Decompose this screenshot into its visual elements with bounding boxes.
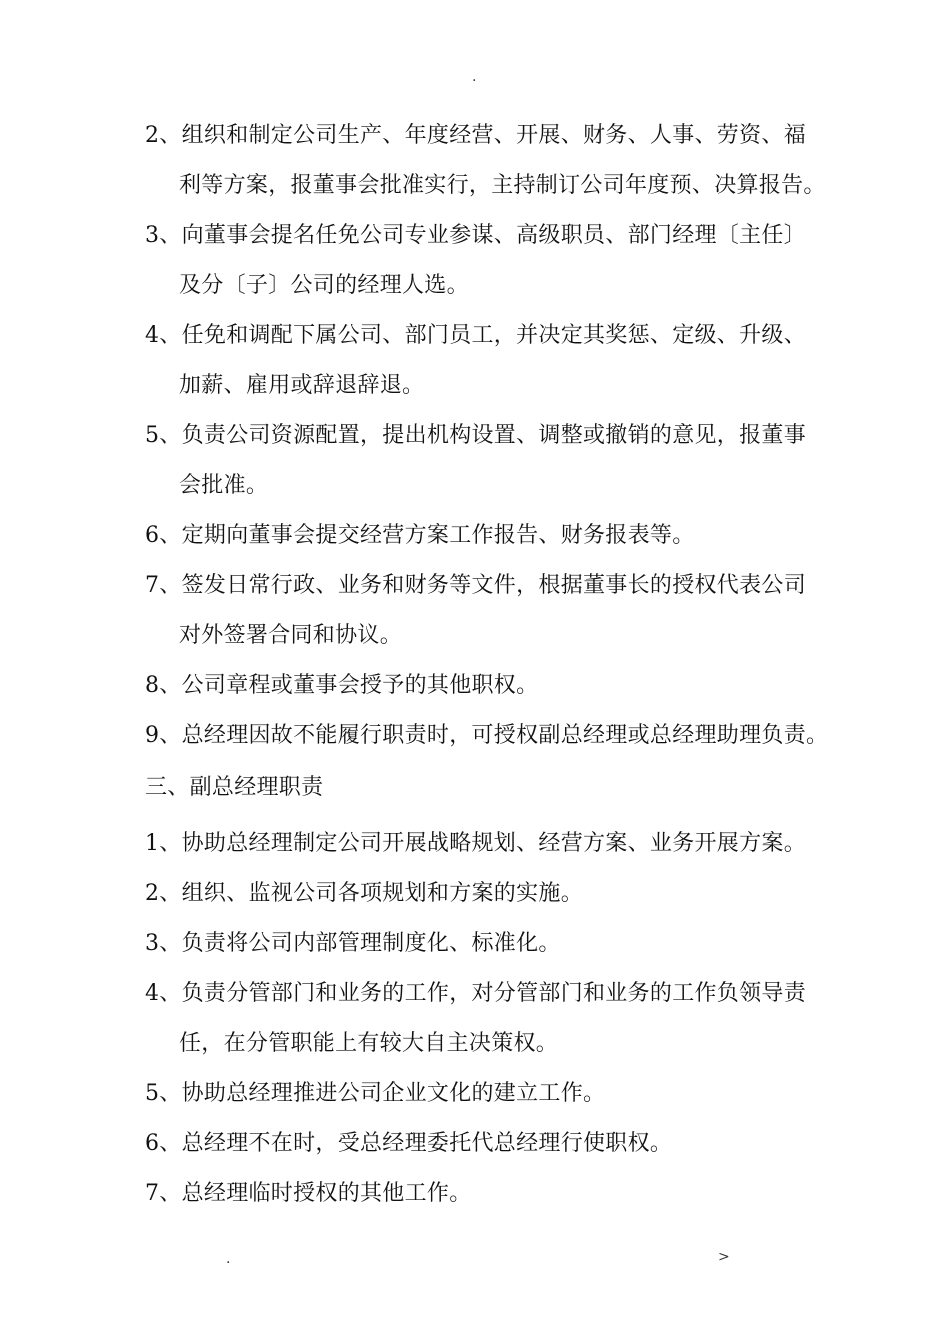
list-item-s3-2: 2、组织、监视公司各项规划和方案的实施。: [145, 881, 583, 906]
list-item-3: 3、向董事会提名任免公司专业参谋、高级职员、部门经理〔主任〕: [145, 223, 806, 248]
list-item-s3-3: 3、负责将公司内部管理制度化、标准化。: [145, 931, 561, 956]
list-item-4: 4、任免和调配下属公司、部门员工，并决定其奖惩、定级、升级、: [145, 323, 806, 348]
list-item-2-cont: 利等方案，报董事会批准实行，主持制订公司年度预、决算报告。: [179, 173, 826, 198]
list-item-8: 8、公司章程或董事会授予的其他职权。: [145, 673, 539, 698]
list-item-s3-6: 6、总经理不在时，受总经理委托代总经理行使职权。: [145, 1131, 673, 1156]
list-item-s3-4: 4、负责分管部门和业务的工作，对分管部门和业务的工作负领导责: [145, 981, 806, 1006]
list-item-6: 6、定期向董事会提交经营方案工作报告、财务报表等。: [145, 523, 695, 548]
footer-right-mark: >: [718, 1249, 730, 1265]
list-item-9: 9、总经理因故不能履行职责时，可授权副总经理或总经理助理负责。: [145, 723, 829, 748]
list-item-7-cont: 对外签署合同和协议。: [179, 623, 403, 648]
list-item-2: 2、组织和制定公司生产、年度经营、开展、财务、人事、劳资、福: [145, 123, 806, 148]
list-item-s3-4-cont: 任，在分管职能上有较大自主决策权。: [179, 1031, 559, 1056]
footer-left-dot: .: [226, 1251, 231, 1267]
header-dot: .: [472, 69, 477, 85]
list-item-s3-7: 7、总经理临时授权的其他工作。: [145, 1181, 472, 1206]
list-item-4-cont: 加薪、雇用或辞退辞退。: [179, 373, 425, 398]
list-item-5-cont: 会批准。: [179, 473, 269, 498]
list-item-5: 5、负责公司资源配置，提出机构设置、调整或撤销的意见，报董事: [145, 423, 806, 448]
list-item-s3-1: 1、协助总经理制定公司开展战略规划、经营方案、业务开展方案。: [145, 831, 806, 856]
list-item-7: 7、签发日常行政、业务和财务等文件，根据董事长的授权代表公司: [145, 573, 806, 598]
section-heading: 三、副总经理职责: [145, 775, 324, 800]
list-item-s3-5: 5、协助总经理推进公司企业文化的建立工作。: [145, 1081, 606, 1106]
list-item-3-cont: 及分〔子〕公司的经理人选。: [179, 273, 469, 298]
